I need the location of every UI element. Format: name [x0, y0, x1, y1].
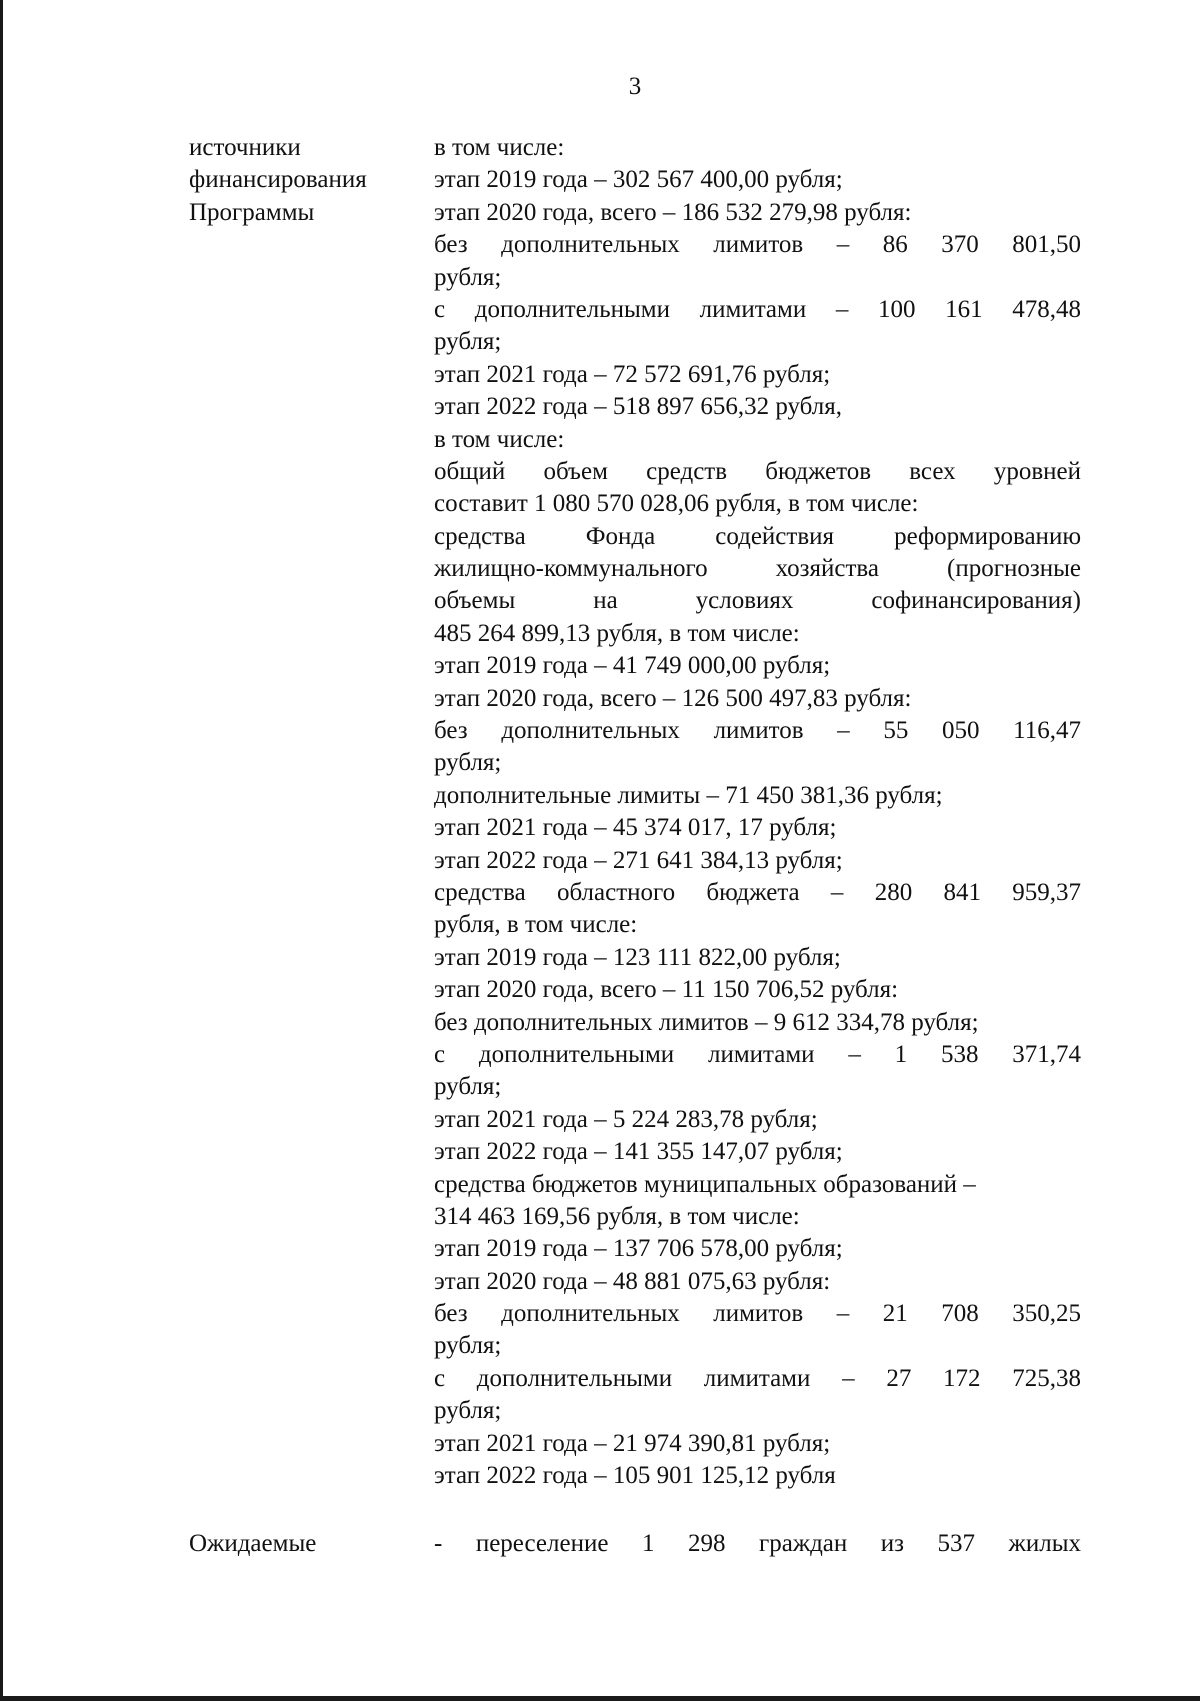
text-line: с дополнительными лимитами – 27 172 725,38 [434, 1364, 1081, 1392]
scan-edge-left [0, 0, 3, 1701]
text-line: этап 2019 года – 123 111 822,00 рубля; [434, 943, 841, 971]
text-line: этап 2019 года – 137 706 578,00 рубля; [434, 1235, 843, 1263]
financing-sources-label [189, 132, 429, 229]
text-line: 314 463 169,56 рубля, в том числе: [434, 1202, 800, 1230]
text-line: без дополнительных лимитов – 21 708 350,25 [434, 1300, 1081, 1328]
text-line: этап 2019 года – 302 567 400,00 рубля; [434, 166, 843, 194]
expected-results-label [189, 1528, 429, 1560]
text-line: этап 2020 года, всего – 11 150 706,52 рубля: [434, 976, 899, 1004]
text-line: рубля, в том числе: [434, 911, 638, 939]
label-line: финансирования [189, 166, 367, 194]
text-line: этап 2019 года – 41 749 000,00 рубля; [434, 652, 831, 680]
label-line: Ожидаемые [189, 1530, 317, 1557]
text-line: средства Фонда содействия реформированию [434, 522, 1081, 550]
text-line: без дополнительных лимитов – 55 050 116,47 [434, 717, 1081, 745]
text-line: этап 2022 года – 271 641 384,13 рубля; [434, 846, 843, 874]
text-line: с дополнительными лимитами – 100 161 478,48 [434, 295, 1081, 323]
text-line: 485 264 899,13 рубля, в том числе: [434, 619, 800, 647]
text-line: рубля; [434, 1397, 502, 1425]
text-line: этап 2020 года, всего – 186 532 279,98 рубля: [434, 198, 912, 226]
text-line: этап 2022 года – 105 901 125,12 рубля [434, 1462, 836, 1490]
text-line: рубля; [434, 328, 502, 356]
text-line: рубля; [434, 263, 502, 291]
page-number: 3 [628, 73, 642, 100]
text-line: рубля; [434, 749, 502, 777]
text-line: этап 2021 года – 21 974 390,81 рубля; [434, 1429, 831, 1457]
text-line: этап 2020 года – 48 881 075,63 рубля: [434, 1267, 831, 1295]
text-line: рубля; [434, 1332, 502, 1360]
text-line: этап 2020 года, всего – 126 500 497,83 рубля: [434, 684, 912, 712]
scan-edge-bottom [0, 1696, 1200, 1701]
text-line: в том числе: [434, 134, 565, 161]
text-line: объемы на условиях софинансирования) [434, 587, 1081, 615]
text-line: средства областного бюджета – 280 841 959,37 [434, 878, 1081, 906]
text-line: без дополнительных лимитов – 86 370 801,50 [434, 231, 1081, 259]
text-line: составит 1 080 570 028,06 рубля, в том числе: [434, 490, 919, 518]
text-line: без дополнительных лимитов – 9 612 334,78 рубля; [434, 1008, 979, 1036]
text-line: этап 2021 года – 72 572 691,76 рубля; [434, 360, 831, 388]
text-line: в том числе: [434, 425, 565, 453]
text-line: этап 2022 года – 518 897 656,32 рубля, [434, 393, 842, 421]
text-line: рубля; [434, 1073, 502, 1101]
financing-details [434, 132, 1081, 1492]
label-line: источники [189, 134, 301, 161]
text-line: этап 2022 года – 141 355 147,07 рубля; [434, 1138, 843, 1166]
text-line: этап 2021 года – 45 374 017, 17 рубля; [434, 814, 837, 842]
text-line: с дополнительными лимитами – 1 538 371,74 [434, 1040, 1081, 1068]
text-line: общий объем средств бюджетов всех уровней [434, 457, 1081, 485]
text-line: дополнительные лимиты – 71 450 381,36 рубля; [434, 781, 943, 809]
expected-results-text: - переселение 1 298 граждан из 537 жилых [434, 1530, 1081, 1557]
label-line: Программы [189, 198, 315, 226]
text-line: жилищно-коммунального хозяйства (прогнозные [434, 555, 1081, 583]
text-line: средства бюджетов муниципальных образований – [434, 1170, 976, 1198]
text-line: этап 2021 года – 5 224 283,78 рубля; [434, 1105, 818, 1133]
